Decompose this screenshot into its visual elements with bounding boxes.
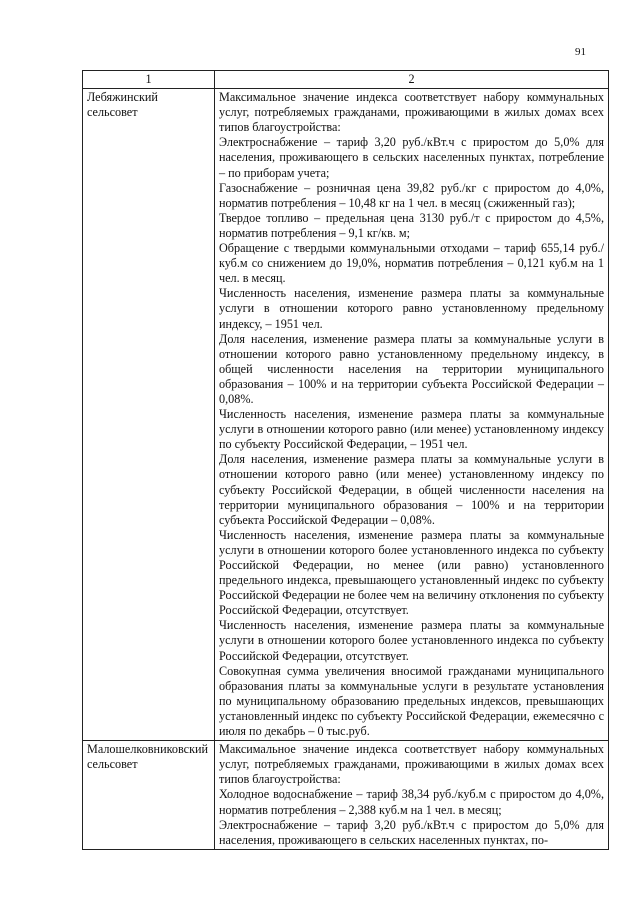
paragraph: Доля населения, изменение размера платы за коммунальные услуги в отношении которого равно (или менее) установленному индексу по субъекту Российской Федерации, в общей численности населения на территории муниципального образования – 100% и на территории субъекта Российской Федерации – 0,08%. [219,452,604,527]
paragraph: Холодное водоснабжение – тариф 38,34 руб./куб.м с приростом до 4,0%, норматив потребления – 2,388 куб.м на 1 чел. в месяц; [219,787,604,817]
paragraph: Максимальное значение индекса соответствует набору коммунальных услуг, потребляемых гражданами, проживающими в жилых домах всех типов благоустройства: [219,742,604,787]
paragraph: Численность населения, изменение размера платы за коммунальные услуги в отношении которого более установленного индекса по субъекту Российской Федерации, отсутствует. [219,618,604,663]
paragraph: Газоснабжение – розничная цена 39,82 руб./кг с приростом до 4,0%, норматив потребления – 10,48 кг на 1 чел. в месяц (сжиженный газ); [219,180,604,210]
data-table [82,70,609,850]
table-header-row [83,71,609,89]
page-number: 91 [575,46,586,58]
paragraph: Максимальное значение индекса соответствует набору коммунальных услуг, потребляемых гражданами, проживающими в жилых домах всех типов благоустройства: [219,90,604,135]
region-description [215,741,609,850]
table-row [83,89,609,741]
paragraph: Численность населения, изменение размера платы за коммунальные услуги в отношении которого более установленного индекса по субъекту Российской Федерации, но менее (или равно) установленного предельного индекса, превышающего установленный индекс по субъекту Российской Федерации не более чем на величину отклонения по субъекту Российской Федерации, отсутствует. [219,527,604,618]
region-description [215,89,609,741]
region-name: Лебяжинский сельсовет [83,89,215,741]
paragraph: Совокупная сумма увеличения вносимой гражданами муниципального образования платы за коммунальные услуги в результате установления по муниципальному образованию предельных индексов, превышающих установленный индекс по субъекту Российской Федерации, ежемесячно с июля по декабрь – 0 тыс.руб. [219,663,604,739]
paragraph: Численность населения, изменение размера платы за коммунальные услуги в отношении которого равно установленному предельному индексу, – 1951 чел. [219,286,604,331]
paragraph: Твердое топливо – предельная цена 3130 руб./т с приростом до 4,5%, норматив потребления – 9,1 кг/кв. м; [219,210,604,240]
paragraph: Обращение с твердыми коммунальными отходами – тариф 655,14 руб./куб.м со снижением до 19,0%, норматив потребления – 0,121 куб.м на 1 чел. в месяц. [219,241,604,286]
column-header: 2 [215,71,609,89]
region-name: Малошелковниковский сельсовет [83,741,215,850]
column-header: 1 [83,71,215,89]
paragraph: Электроснабжение – тариф 3,20 руб./кВт.ч с приростом до 5,0% для населения, проживающего в сельских населенных пунктах, потребление – по приборам учета; [219,135,604,180]
paragraph: Численность населения, изменение размера платы за коммунальные услуги в отношении которого равно (или менее) установленному индексу по субъекту Российской Федерации, – 1951 чел. [219,407,604,452]
paragraph: Электроснабжение – тариф 3,20 руб./кВт.ч с приростом до 5,0% для населения, проживающего в сельских населенных пунктах, по- [219,817,604,847]
table-row [83,741,609,850]
paragraph: Доля населения, изменение размера платы за коммунальные услуги в отношении которого равно установленному предельному индексу, в общей численности населения на территории муниципального образования – 100% и на территории субъекта Российской Федерации – 0,08%. [219,331,604,406]
